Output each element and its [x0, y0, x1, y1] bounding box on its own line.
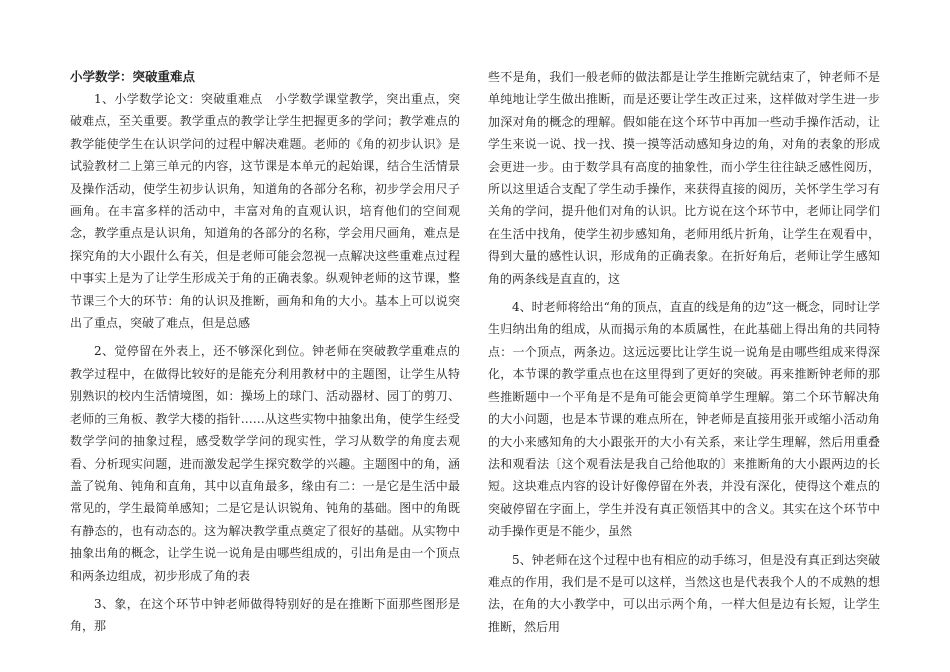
paragraph-3-continued: 些不是角，我们一般老师的做法都是让学生推断完就结束了，钟老师不是单纯地让学生做出推断，而是还要让学生改正过来，这样做对学生进一步加深对角的概念的理解。假如能在这个环节中再加一些动手操作活动，让学生来说一说、找一找、摸一摸等活动感知身边的角，对角的表象的形成会更进一步。由于数学具有高度的抽象性，而小学生往往缺乏感性阅历，所以这里适合支配了学生动手操作，来获得直接的阅历，关怀学生学习有关角的学问，提升他们对角的认识。比方说在这个环节中，老师让同学们在生活中找角，使学生初步感知角，老师用纸片折角，让学生在观看中，得到大量的感性认识，形成角的正确表象。在折好角后，老师让学生感知角的两条线是直直的，这	[488, 70, 880, 286]
paragraph-1: 1、小学数学论文：突破重难点 小学数学课堂教学，突出重点，突破难点，至关重要。教学重点的教学让学生把握更多的学问；教学难点的教学能使学生在认识学问的过程中解决难题。老师的《角的初步认识》是试验教材二上第三单元的内容，这节课是本单元的起始课，结合生活情景及操作活动，使学生初步认识角，知道角的各部分名称，初步学会用尺子画角。在丰富多样的活动中，丰富对角的直观认识，培育他们的空间观念，教学重点是认识角，知道角的各部分的名称，学会用尺画角，难点是探究角的大小跟什么有关，但是老师可能会忽视一点解决这些重难点过程中事实上是为了让学生形成关于角的正确表象。纵观钟老师的这节课，整节课三个大的环节：角的认识及推断，画角和角的大小。基本上可以说突出了重点，突破了难点，但是总感	[70, 92, 460, 331]
paragraph-3: 3、象，在这个环节中钟老师做得特别好的是在推断下面那些图形是角，那	[70, 596, 460, 634]
paragraph-2: 2、觉停留在外表上，还不够深化到位。钟老师在突破教学重难点的教学过程中，在做得比较好的是能充分利用教材中的主题图，让学生从特别熟识的校内生活情境图，如：操场上的球门、活动器材、园丁的剪刀、老师的三角板、教学大楼的指针……从这些实物中抽象出角，使学生经受数学学问的抽象过程，感受数学学问的现实性，学习从数学的角度去观看、分析现实问题，进而激发起学生探究数学的兴趣。主题图中的角，涵盖了锐角、钝角和直角，其中以直角最多，缘由有二：一是它是生活中最常见的，学生最简单感知；二是它是认识锐角、钝角的基础。图中的角既有静态的，也有动态的。这为解决教学重点奠定了很好的基础。从实物中抽象出角的概念，让学生说一说角是由哪些组成的，引出角是由一个顶点和两条边组成，初步形成了角的表	[70, 344, 460, 583]
document-title: 小学数学：突破重难点	[70, 69, 196, 84]
right-column	[488, 66, 880, 638]
paragraph-4: 4、时老师将给出“角的顶点，直直的线是角的边”这一概念，同时让学生归纳出角的组成，从而揭示角的本质属性，在此基础上得出角的共同特点：一个顶点，两条边。这远远要比让学生说一说角是由哪些组成来得深化，本节课的教学重点也在这里得到了更好的突破。再来推断钟老师的那些推断题中一个平角是不是角可能会更简单学生理解。第二个环节解决角的大小问题，也是本节课的难点所在，钟老师是直接用张开或缩小活动角的大小来感知角的大小跟张开的大小有关系，来让学生理解，然后用重叠法和观看法〔这个观看法是我自己给他取的〕来推断角的大小跟两边的长短。这块难点内容的设计好像停留在外表，并没有深化，使得这个难点的突破停留在字面上，学生并没有真正领悟其中的含义。其实在这个环节中动手操作更是不能少，虽然	[488, 300, 880, 539]
paragraph-5: 5、钟老师在这个过程中也有相应的动手练习，但是没有真正到达突破难点的作用，我们是不是可以这样，当然这也是代表我个人的不成熟的想法，在角的大小教学中，可以出示两个角，一样大但是边有长短，让学生推断，然后用	[488, 552, 880, 634]
left-column	[70, 66, 460, 638]
